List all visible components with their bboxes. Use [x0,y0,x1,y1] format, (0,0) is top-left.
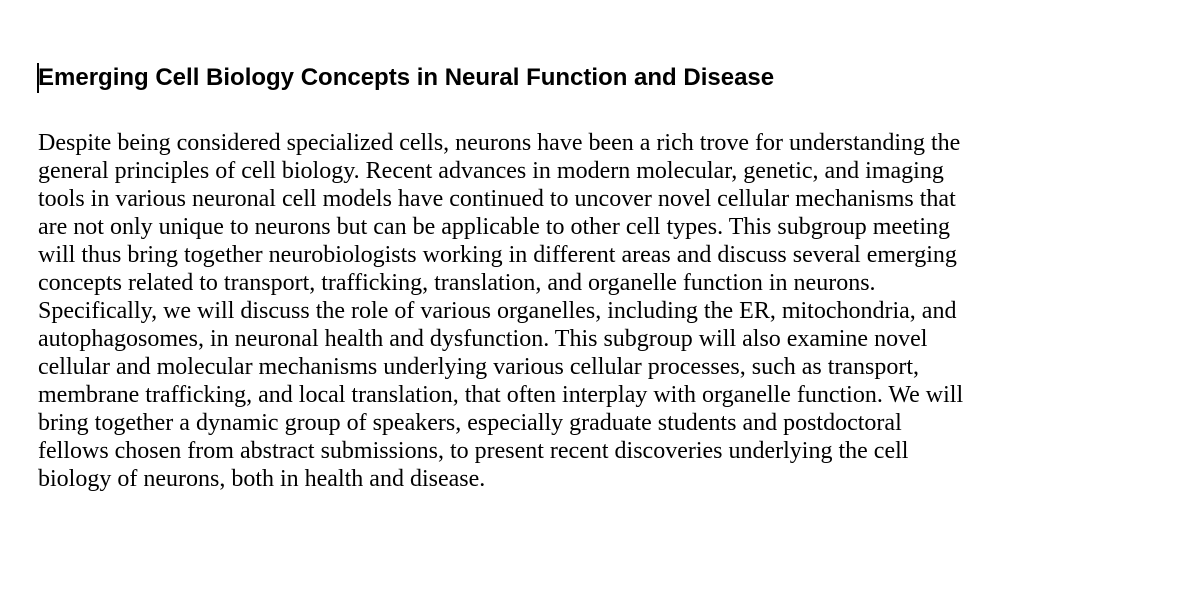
paragraph-line: will thus bring together neurobiologists working in different areas and discuss several emerging [38,242,957,268]
paragraph-line: Specifically, we will discuss the role of various organelles, including the ER, mitochondria, and [38,298,957,324]
paragraph-line: are not only unique to neurons but can be applicable to other cell types. This subgroup meeting [38,214,950,240]
paragraph-line: biology of neurons, both in health and disease. [38,466,486,492]
paragraph-line: cellular and molecular mechanisms underlying various cellular processes, such as transport, [38,354,920,380]
paragraph-line: membrane trafficking, and local translation, that often interplay with organelle function. We will [38,382,964,408]
paragraph-line: autophagosomes, in neuronal health and dysfunction. This subgroup will also examine novel [38,326,928,352]
paragraph-line: bring together a dynamic group of speakers, especially graduate students and postdoctoral [38,410,902,436]
paragraph-line: Despite being considered specialized cells, neurons have been a rich trove for understanding the [38,130,961,156]
paragraph-line: fellows chosen from abstract submissions, to present recent discoveries underlying the cell [38,438,909,464]
document-title[interactable]: Emerging Cell Biology Concepts in Neural Function and Disease [38,64,775,91]
paragraph-line: tools in various neuronal cell models have continued to uncover novel cellular mechanisms that [38,186,956,212]
paragraph-line: concepts related to transport, trafficking, translation, and organelle function in neurons. [38,270,876,296]
document-paragraph[interactable] [38,129,1168,493]
paragraph-line: general principles of cell biology. Recent advances in modern molecular, genetic, and imaging [38,158,944,184]
